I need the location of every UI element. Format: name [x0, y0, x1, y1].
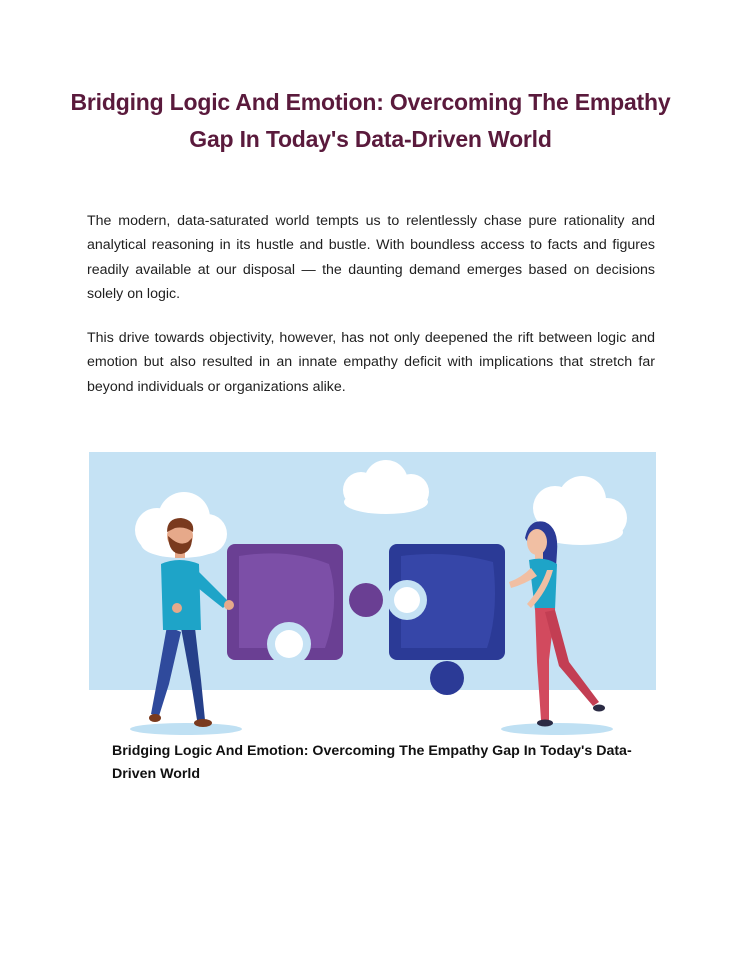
paragraph-intro: The modern, data-saturated world tempts us to relentlessly chase pure rationality and analytical reasoning in its hustle and bustle. With boundless access to facts and figures readily available at our disposal — the daunting demand emerges based on decisions solely on logic. [87, 213, 655, 302]
puzzle-illustration [89, 452, 656, 737]
paragraph-objectivity: This drive towards objectivity, however, has not only deepened the rift between logic and emotion but also resulted in an innate empathy deficit with implications that stretch far beyond individuals or organizations alike. [87, 330, 655, 395]
woman-shadow [501, 723, 613, 735]
page-title: Bridging Logic And Emotion: Overcoming The Empathy Gap In Today's Data-Driven World [70, 89, 671, 152]
figure-caption: Bridging Logic And Emotion: Overcoming The Empathy Gap In Today's Data-Driven World [112, 743, 632, 782]
man-shadow [130, 723, 242, 735]
